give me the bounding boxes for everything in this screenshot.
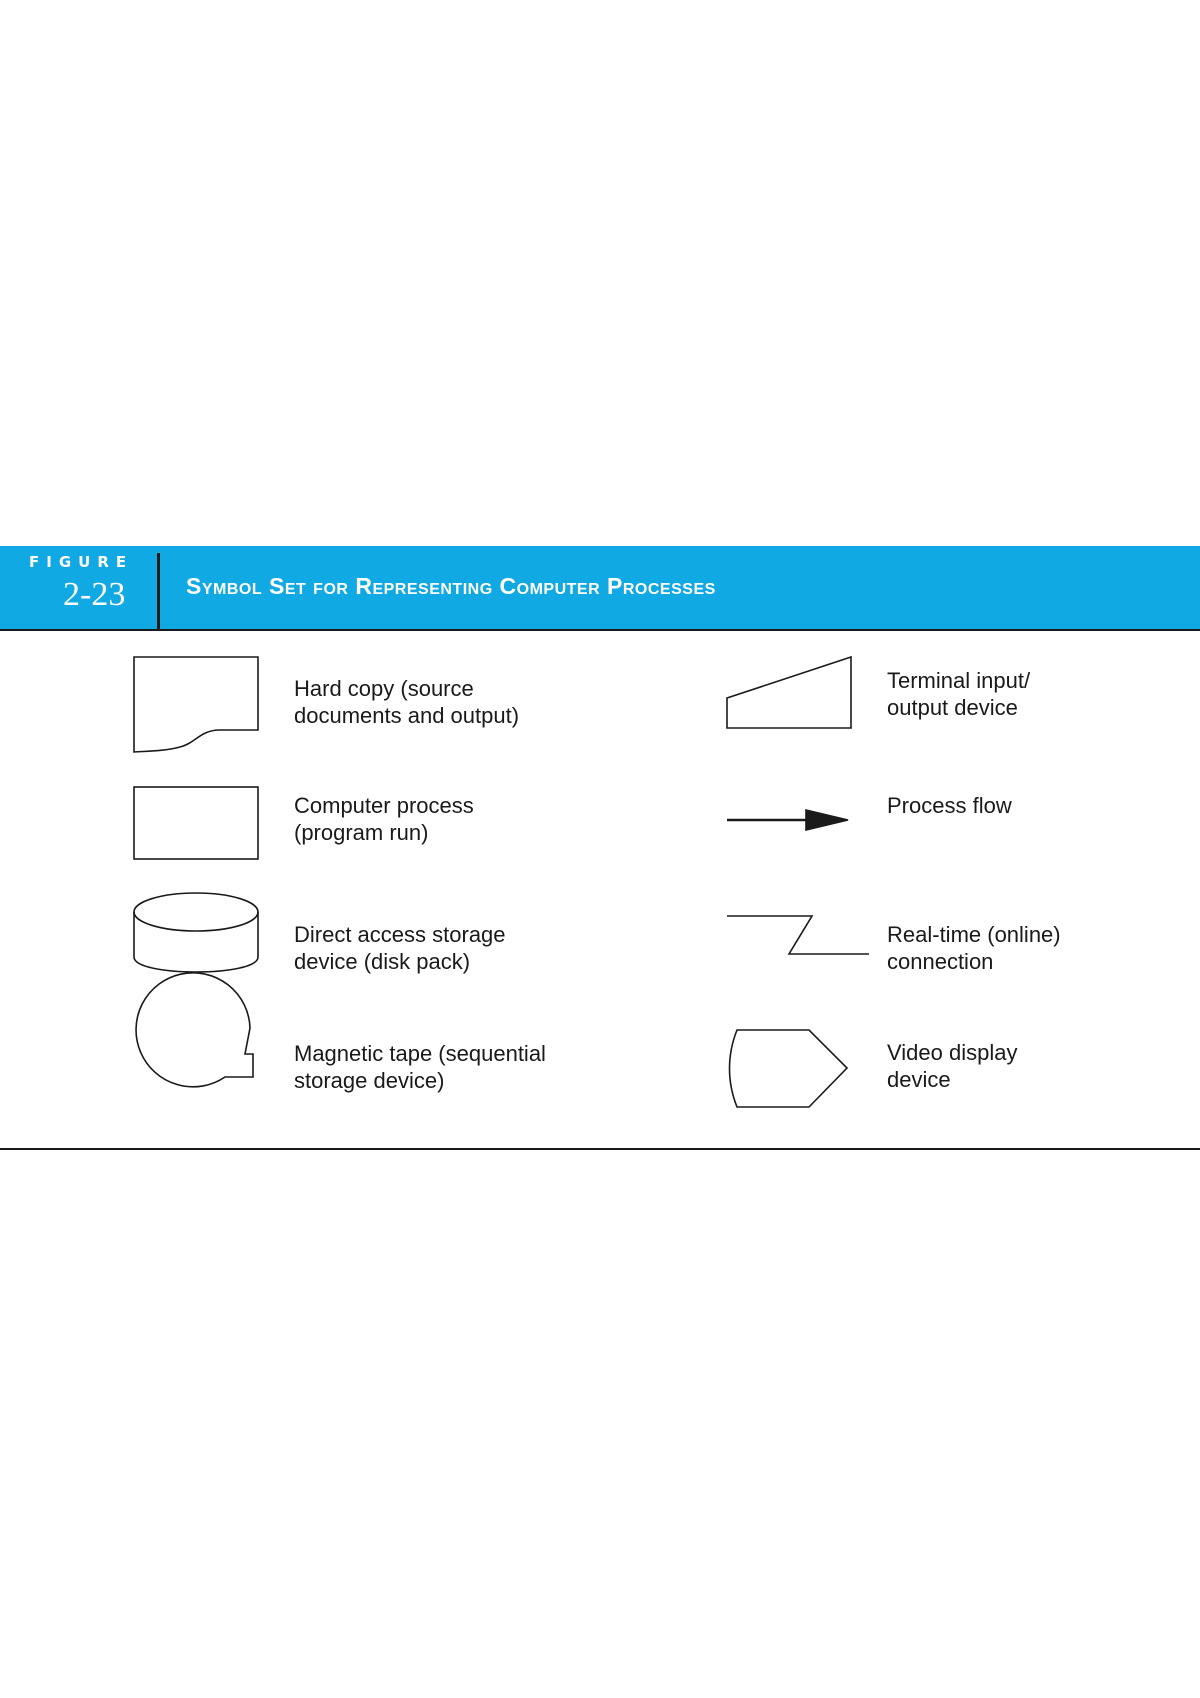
symbol-label-video-display: Video display device <box>887 1040 1018 1092</box>
realtime-connection-icon <box>727 916 869 954</box>
figure-label: FIGURE <box>29 553 134 571</box>
figure-header <box>0 546 1200 631</box>
symbol-label-hard-copy: Hard copy (source documents and output) <box>294 676 520 728</box>
symbol-label-realtime-connection: Real-time (online) connection <box>887 922 1061 974</box>
disk-storage-icon <box>134 893 258 972</box>
symbol-table <box>0 631 1200 1149</box>
bottom-rule <box>0 1148 1200 1150</box>
header-divider <box>157 553 160 631</box>
symbol-label-disk-storage: Direct access storage device (disk pack) <box>294 922 506 974</box>
hard-copy-document-icon <box>134 657 258 752</box>
figure-title: Symbol Set for Representing Computer Processes <box>186 573 716 599</box>
symbol-label-magnetic-tape: Magnetic tape (sequential storage device) <box>294 1041 546 1093</box>
magnetic-tape-icon <box>136 973 253 1087</box>
computer-process-icon <box>134 787 258 859</box>
symbol-label-process-flow: Process flow <box>887 793 1012 818</box>
process-flow-arrow-icon <box>727 810 848 830</box>
symbol-label-terminal-io: Terminal input/ output device <box>887 668 1031 720</box>
symbol-label-computer-process: Computer process (program run) <box>294 793 474 845</box>
video-display-icon <box>730 1030 848 1107</box>
figure-number: 2-23 <box>63 576 126 613</box>
terminal-io-icon <box>727 657 851 728</box>
